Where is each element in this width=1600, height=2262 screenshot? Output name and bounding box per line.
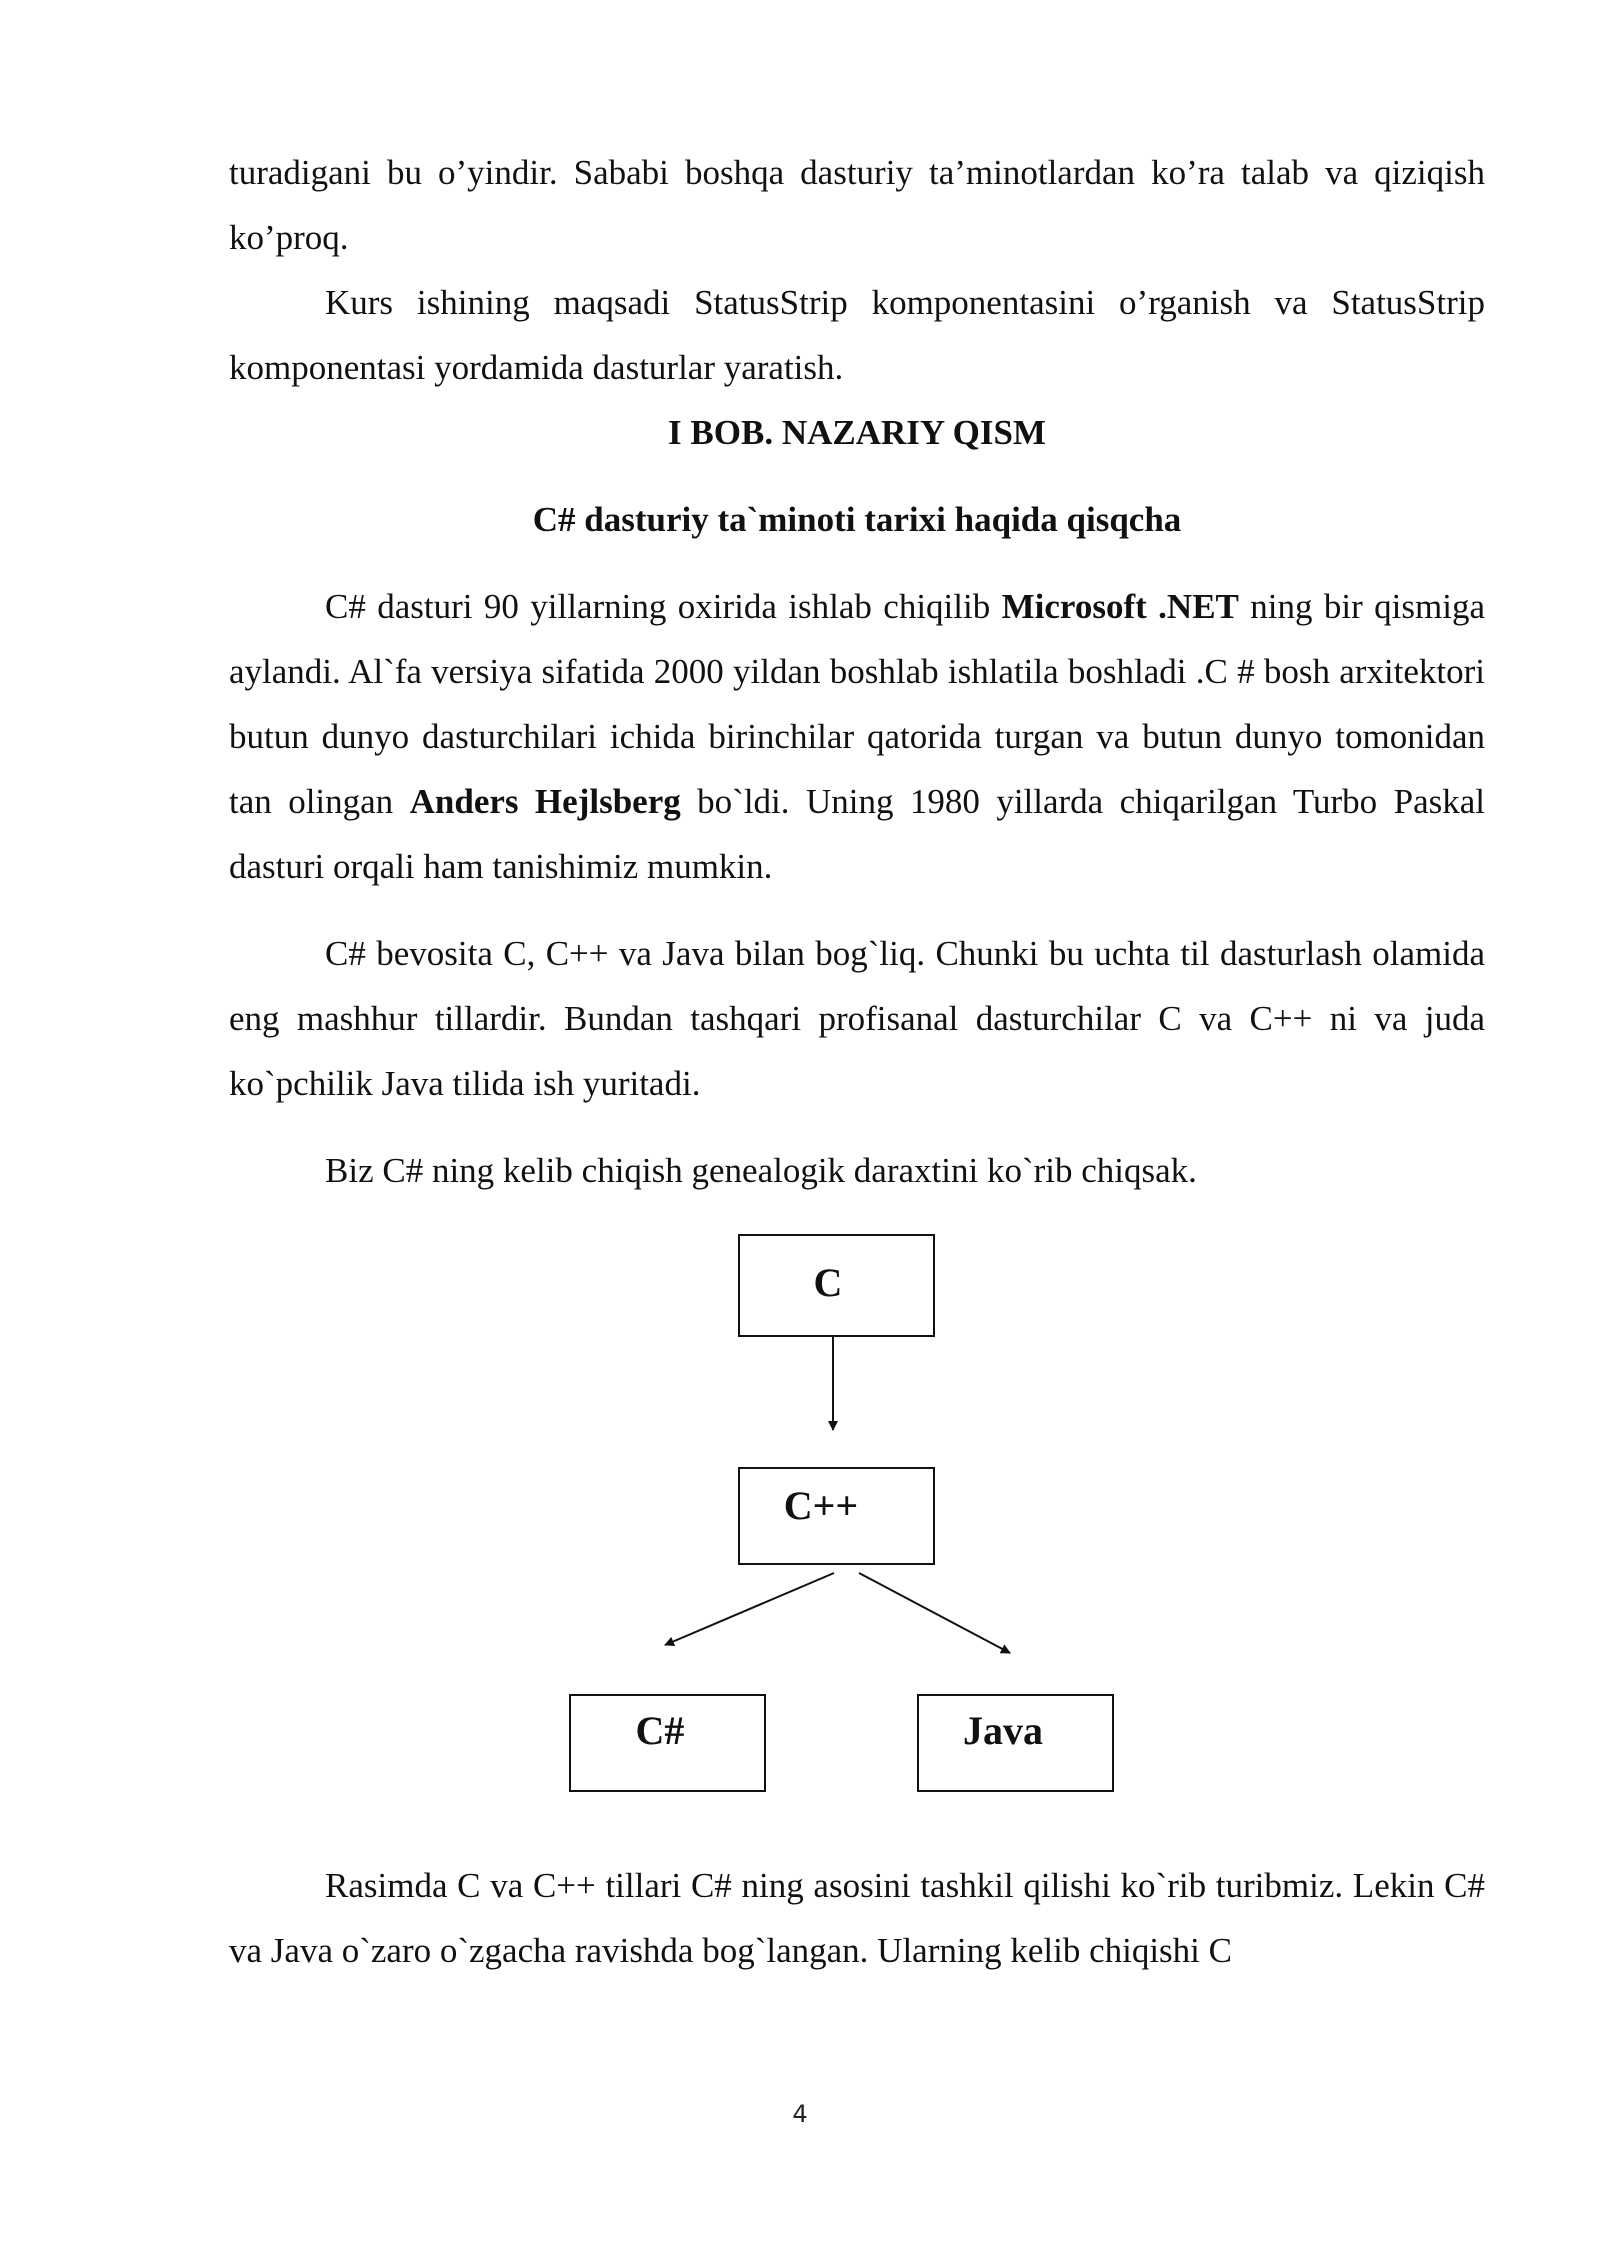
page-body — [229, 140, 1485, 1983]
node-java-label: Java — [963, 1708, 1043, 1754]
history-bold-anders: Anders Hejlsberg — [409, 782, 681, 821]
page-number: 4 — [792, 2100, 808, 2128]
node-csharp-label: C# — [635, 1708, 685, 1754]
diagram-spacer — [229, 1203, 1485, 1853]
paragraph-tree-intro: Biz C# ning kelib chiqish genealogik daraxtini ko`rib chiqsak. — [325, 1151, 1197, 1190]
node-cpp-label: C++ — [783, 1483, 859, 1529]
history-text-a: C# dasturi 90 yillarning oxirida ishlab chiqilib — [325, 587, 1002, 626]
paragraph-goal: Kurs ishining maqsadi StatusStrip komponentasini o’rganish va StatusStrip komponentasi yordamida dasturlar yaratish. — [229, 283, 1485, 387]
paragraph-figure-explanation: Rasimda C va C++ tillari C# ning asosini tashkil qilishi ko`rib turibmiz. Lekin C# va Java o`zaro o`zgacha ravishda bog`langan. Ularning kelib chiqishi C — [229, 1866, 1485, 1970]
section-heading: C# dasturiy ta`minoti tarixi haqida qisqcha — [532, 500, 1182, 539]
chapter-heading: I BOB. NAZARIY QISM — [668, 413, 1046, 452]
paragraph-relations: C# bevosita C, C++ va Java bilan bog`liq. Chunki bu uchta til dasturlash olamida eng mashhur tillardir. Bundan tashqari profisanal dasturchilar C va C++ ni va juda ko`pchilik Java tilida ish yuritadi. — [229, 934, 1485, 1103]
history-text-c: bo`ldi. Uning 1980 yillarda chiqarilgan Turbo Paskal dasturi orqali ham tanishimiz mumkin. — [229, 782, 1485, 886]
history-bold-microsoft: Microsoft .NET — [1001, 587, 1239, 626]
paragraph-history — [229, 574, 1485, 899]
paragraph-intro-end: turadigani bu o’yindir. Sababi boshqa dasturiy ta’minotlardan ko’ra talab va qiziqish ko’proq. — [229, 153, 1485, 257]
history-text-b: ning bir qismiga aylandi. Al`fa versiya sifatida 2000 yildan boshlab ishlatila boshladi .C # bosh arxitektori butun dunyo dasturchilari ichida birinchilar qatorida turgan va butun dunyo tomonidan tan olingan — [229, 587, 1486, 821]
node-c-label: C — [813, 1260, 843, 1306]
